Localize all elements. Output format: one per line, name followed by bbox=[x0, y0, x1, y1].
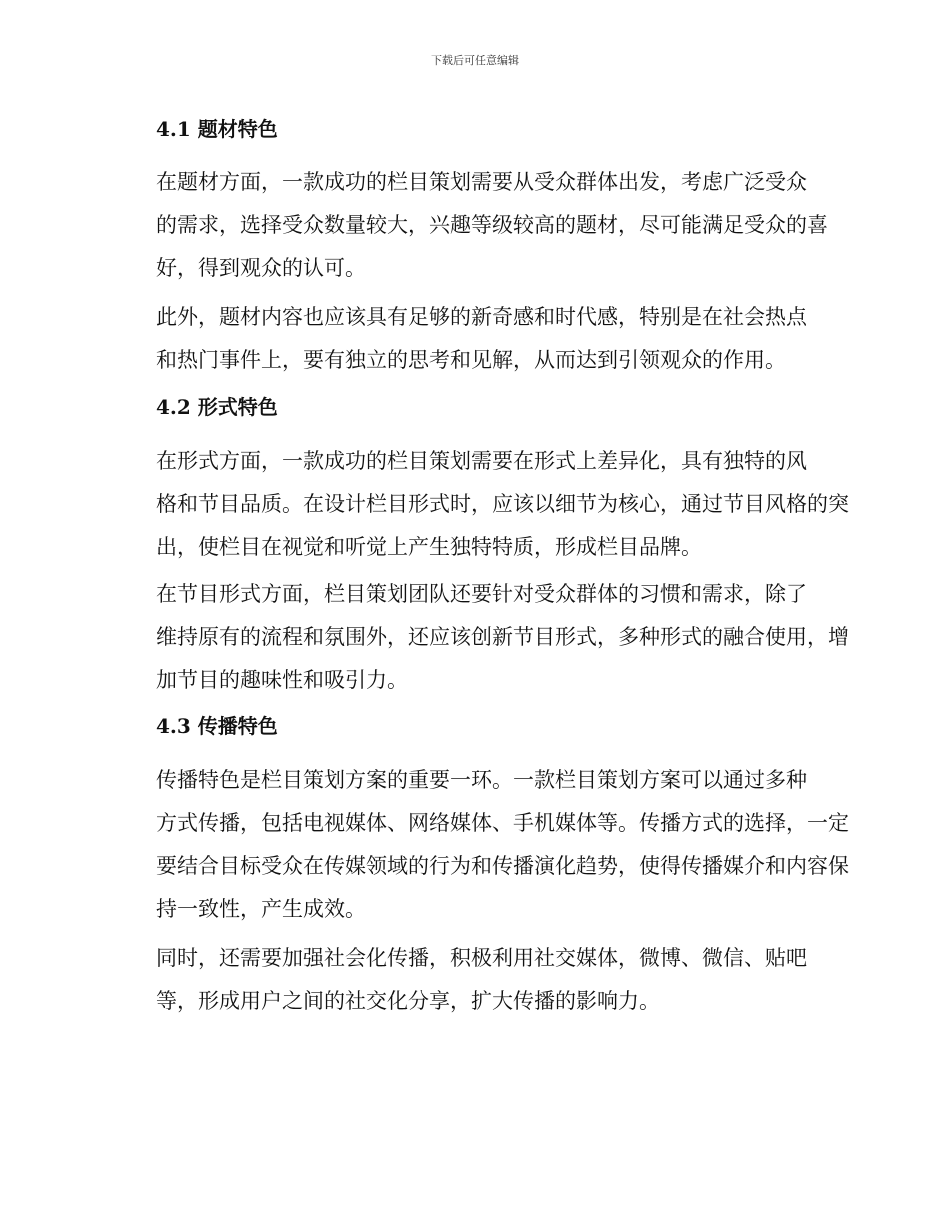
paragraph-4-1-b bbox=[112, 296, 834, 382]
text-line: 和热门事件上，要有独立的思考和见解，从而达到引领观众的作用。 bbox=[156, 348, 786, 372]
paragraph-4-1-a bbox=[112, 161, 834, 290]
document-body bbox=[112, 112, 849, 1023]
text-line: 在形式方面，一款成功的栏目策划需要在形式上差异化，具有独特的风 bbox=[156, 449, 807, 473]
text-line: 此外，题材内容也应该具有足够的新奇感和时代感，特别是在社会热点 bbox=[156, 305, 807, 329]
section-heading-4-1: 4.1 题材特色 bbox=[156, 117, 278, 141]
text-line: 出，使栏目在视觉和听觉上产生独特特质，形成栏目品牌。 bbox=[156, 535, 702, 559]
section-heading-4-2: 4.2 形式特色 bbox=[156, 395, 278, 419]
text-line: 持一致性，产生成效。 bbox=[156, 897, 366, 921]
text-line: 加节目的趣味性和吸引力。 bbox=[156, 668, 408, 692]
paragraph-4-3-a bbox=[112, 759, 849, 931]
text-line: 格和节目品质。在设计栏目形式时，应该以细节为核心，通过节目风格的突 bbox=[156, 492, 849, 516]
paragraph-4-3-b bbox=[112, 937, 834, 1023]
page-header: 下载后可任意编辑 bbox=[431, 54, 519, 67]
paragraph-4-2-a bbox=[112, 440, 849, 569]
section-heading-4-3: 4.3 传播特色 bbox=[156, 714, 278, 738]
text-line: 方式传播，包括电视媒体、网络媒体、手机媒体等。传播方式的选择，一定 bbox=[156, 811, 849, 835]
text-line: 在题材方面，一款成功的栏目策划需要从受众群体出发，考虑广泛受众 bbox=[156, 170, 807, 194]
text-line: 好，得到观众的认可。 bbox=[156, 256, 366, 280]
text-line: 要结合目标受众在传媒领域的行为和传播演化趋势，使得传播媒介和内容保 bbox=[156, 854, 849, 878]
text-line: 传播特色是栏目策划方案的重要一环。一款栏目策划方案可以通过多种 bbox=[156, 768, 807, 792]
paragraph-4-2-b bbox=[112, 573, 849, 702]
text-line: 维持原有的流程和氛围外，还应该创新节目形式，多种形式的融合使用，增 bbox=[156, 625, 849, 649]
text-line: 在节目形式方面，栏目策划团队还要针对受众群体的习惯和需求，除了 bbox=[156, 582, 807, 606]
text-line: 等，形成用户之间的社交化分享，扩大传播的影响力。 bbox=[156, 989, 660, 1013]
text-line: 同时，还需要加强社会化传播，积极利用社交媒体，微博、微信、贴吧 bbox=[156, 946, 807, 970]
text-line: 的需求，选择受众数量较大，兴趣等级较高的题材，尽可能满足受众的喜 bbox=[156, 213, 828, 237]
